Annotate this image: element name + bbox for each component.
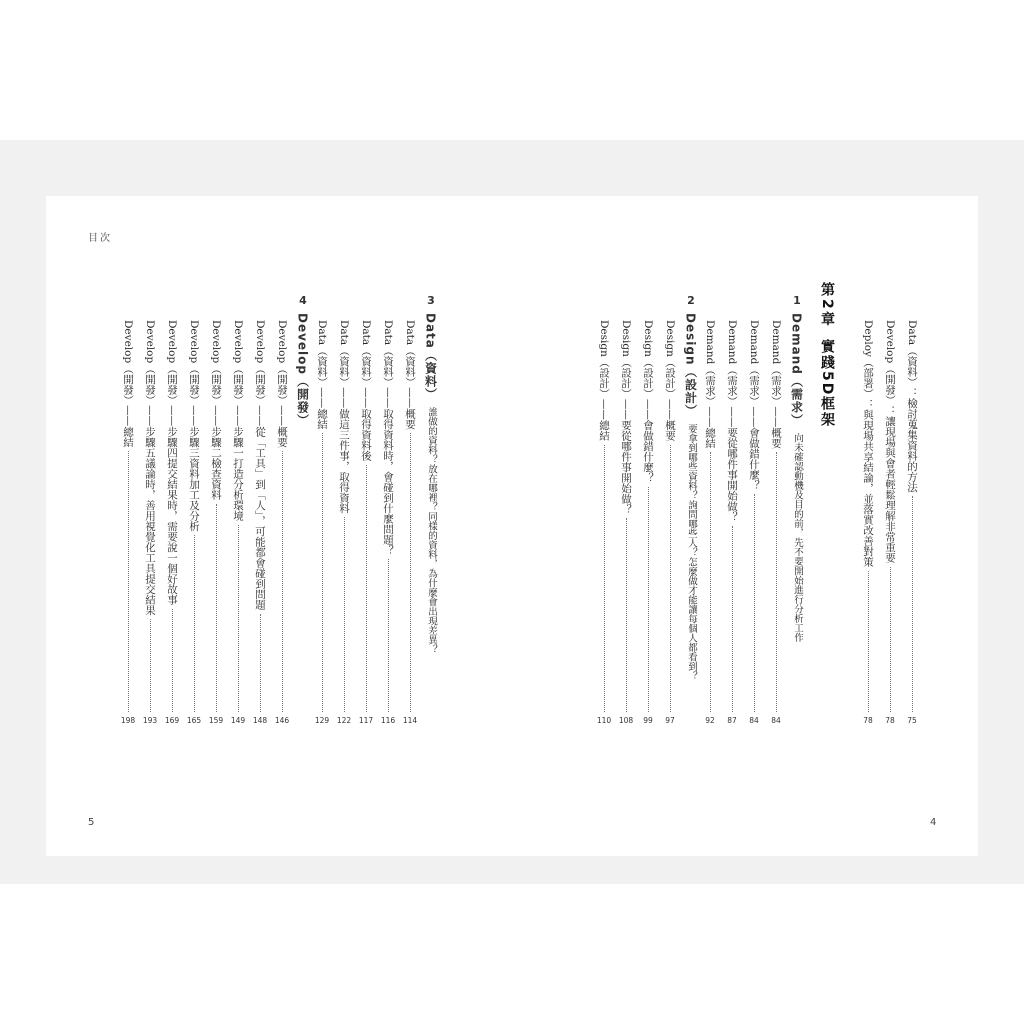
toc-entry: Demand（需求）——總結 92 — [704, 320, 716, 725]
toc-entry: Develop（開發）——步驟三資料加工及分析 165 — [186, 320, 202, 725]
toc-entry: Develop（開發）——步驟一打造分析環境 149 — [230, 320, 246, 725]
chapter-label: 第2章 — [819, 282, 835, 329]
section-heading-develop: 4 Develop（開發） — [295, 294, 310, 428]
toc-entry: Design（設計）——會做錯什麼？ 99 — [642, 320, 654, 725]
toc-entry: Design（設計）——要從哪件事開始做？ 108 — [618, 320, 634, 725]
toc-entry: Demand（需求）——要從哪件事開始做？ 87 — [726, 320, 738, 725]
toc-entry: Design（設計）——概要 97 — [664, 320, 676, 725]
section-heading-design: 2 Design（設計） 要拿到哪些資料？詢問哪些人？怎麼做才能讓每個人都看到？ — [683, 294, 698, 680]
toc-entry: Develop（開發）——步驟五議論時，善用視覺化工具提交結果 193 — [142, 320, 158, 725]
toc-entry: Develop（開發）——從「工具」到「人」，可能都會碰到問題 148 — [252, 320, 268, 725]
chapter-title: 實踐5D框架 — [819, 338, 835, 429]
toc-entry: Data（資料）——取得資料時，會碰到什麼問題？ 116 — [380, 320, 396, 725]
section-heading-data: 3 Data（資料） 誰做的資料？放在哪裡？同樣的資料，為什麼會出現差異？ — [423, 294, 438, 654]
page-number-left: 5 — [88, 817, 95, 828]
toc-entry: Develop（開發）——概要 146 — [274, 320, 290, 725]
toc-entry: Develop（開發）：讓現場與會者輕鬆理解非常重要 78 — [884, 320, 896, 725]
toc-entry: Data（資料）——取得資料後 117 — [358, 320, 374, 725]
toc-entry: Data（資料）——概要 114 — [402, 320, 418, 725]
toc-entry: Develop（開發）——總結 198 — [120, 320, 136, 725]
toc-entry: Demand（需求）——會做錯什麼？ 84 — [748, 320, 760, 725]
toc-entry: Deploy（部署）：與現場共享結論，並落實改善對策 78 — [862, 320, 874, 725]
toc-entry: Data（資料）——做這三件事，取得資料 122 — [336, 320, 352, 725]
toc-entry: Develop（開發）——步驟四提交結果時，需要說一個好故事 169 — [164, 320, 180, 725]
chapter-heading — [812, 282, 842, 482]
toc-entry: Data（資料）——總結 129 — [314, 320, 330, 725]
page-number-right: 4 — [930, 817, 937, 828]
section-heading-demand: 1 Demand（需求） 向未確認動機及目的前，先不要開始進行分析工作 — [789, 294, 804, 642]
running-head: 目次 — [88, 233, 112, 244]
toc-entry: Develop（開發）——步驟二檢查資料 159 — [208, 320, 224, 725]
toc-entry: Data（資料）：檢討蒐集資料的方法 75 — [906, 320, 918, 725]
toc-entry: Design（設計）——總結 110 — [596, 320, 612, 725]
toc-entry: Demand（需求）——概要 84 — [770, 320, 782, 725]
